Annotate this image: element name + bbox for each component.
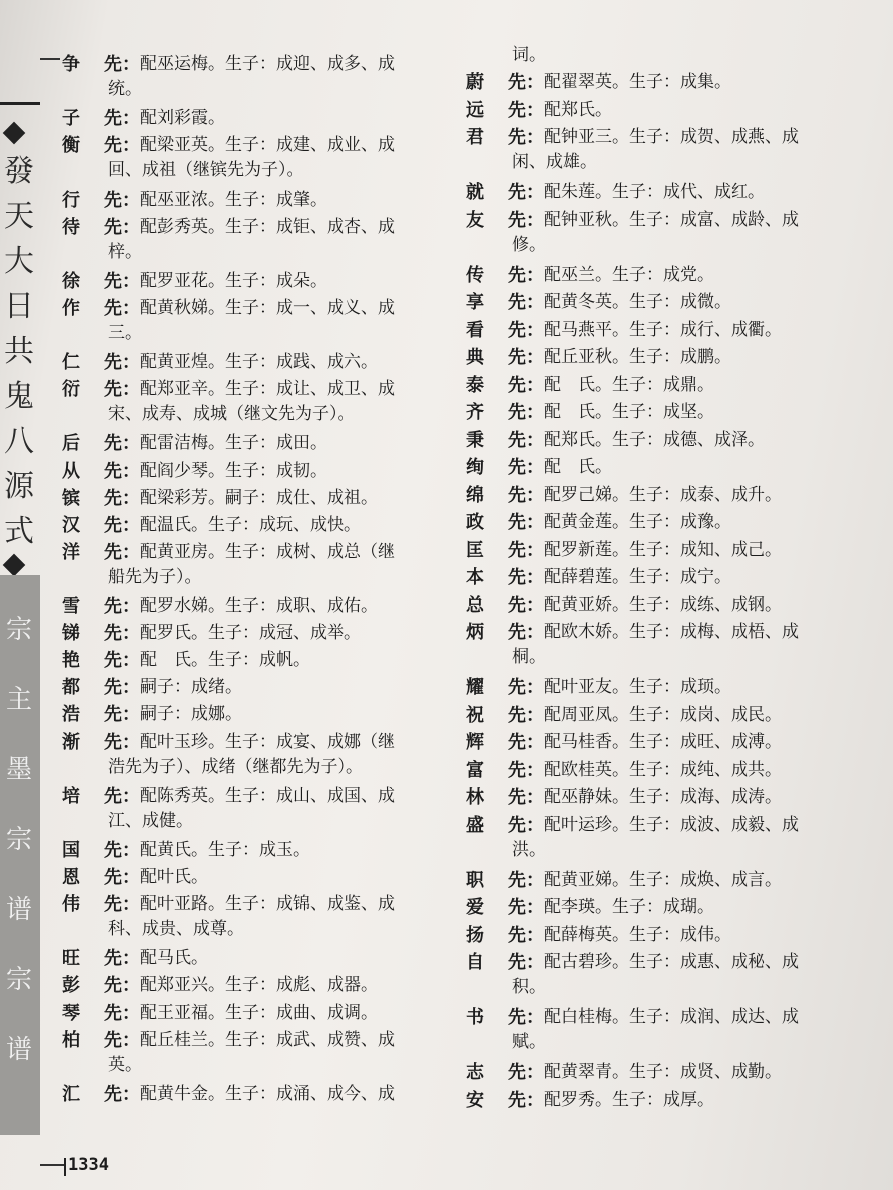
entry-text: 配郑亚辛。生子：成让、成卫、成 (140, 379, 395, 400)
edge-banner-char: 鬼 (4, 379, 34, 414)
entry-text: 配叶亚友。生子：成顼。 (544, 677, 731, 697)
edge-gray-band (0, 575, 40, 1135)
entry-continuation: 闲、成雄。 (512, 152, 597, 172)
edge-gray-char: 宗 (5, 615, 32, 645)
entry-continuation: 三。 (108, 322, 142, 343)
page-number: 1334 (68, 1155, 109, 1175)
entry-generation-char: 先： (508, 924, 544, 946)
entry-text: 配彭秀英。生子：成钜、成杏、成 (140, 216, 395, 237)
entry-generation-char: 先： (508, 759, 544, 781)
entry-name: 艳 (62, 650, 80, 672)
entry-generation-char: 先： (104, 433, 140, 455)
entry-text: 配郑氏。生子：成德、成泽。 (544, 429, 765, 450)
entry-generation-char: 先： (508, 402, 544, 423)
entry-text: 配 氏。 (544, 457, 612, 477)
entry-text: 配叶玉珍。生子：成宴、成娜（继 (140, 731, 395, 752)
entry-name: 耀 (466, 677, 484, 698)
entry-generation-char: 先： (508, 457, 544, 478)
entry-name: 从 (62, 460, 80, 482)
entry-text: 配丘亚秋。生子：成鹏。 (544, 347, 731, 367)
entry-text: 配李瑛。生子：成瑚。 (544, 897, 714, 917)
entry-generation-char: 先： (508, 732, 544, 753)
entry-name: 绚 (466, 457, 484, 478)
entry-continuation: 修。 (512, 234, 546, 255)
entry-text: 配丘桂兰。生子：成武、成赞、成 (140, 1029, 395, 1050)
entry-name: 恩 (62, 867, 80, 888)
entry-generation-char: 先： (104, 297, 140, 319)
entry-name: 绵 (466, 484, 484, 506)
entry-text: 配马桂香。生子：成旺、成溥。 (544, 732, 782, 752)
entry-continuation: 浩先为子）、成绪（继都先为子）。 (108, 756, 363, 777)
entry-generation-char: 先： (508, 127, 544, 148)
entry-name: 爱 (466, 897, 484, 918)
entry-name: 后 (62, 433, 80, 455)
entry-name: 本 (466, 567, 484, 588)
entry-name: 志 (466, 1062, 484, 1083)
entry-continuation: 梓。 (108, 241, 142, 262)
entry-text: 配黄亚煌。生子：成践、成六。 (140, 352, 378, 373)
entry-generation-char: 先： (104, 108, 140, 130)
entry-generation-char: 先： (508, 622, 544, 643)
entry-name: 待 (62, 216, 80, 238)
entry-text: 配阎少琴。生子：成韧。 (140, 460, 327, 481)
entry-text: 配黄亚娇。生子：成练、成钢。 (544, 594, 782, 615)
entry-name: 雪 (62, 596, 80, 617)
entry-name: 衍 (62, 379, 80, 401)
entry-name: 都 (62, 677, 80, 699)
edge-diamond-ornament (3, 554, 26, 577)
footer-rule (40, 1164, 65, 1166)
entry-continuation: 洪。 (512, 839, 546, 860)
entry-text: 配黄亚娣。生子：成焕、成言。 (544, 869, 782, 890)
entry-text: 配陈秀英。生子：成山、成国、成 (140, 785, 395, 806)
entry-generation-char: 先： (508, 704, 544, 726)
carryover-line: 词。 (512, 45, 546, 65)
entry-generation-char: 先： (104, 1029, 140, 1051)
entry-text: 配郑氏。 (544, 99, 612, 120)
entry-text: 配黄氏。生子：成玉。 (140, 839, 310, 860)
entry-name: 汇 (62, 1083, 80, 1105)
entry-name: 富 (466, 759, 484, 781)
edge-gray-char: 宗 (5, 965, 32, 995)
entry-generation-char: 先： (508, 209, 544, 231)
entry-text: 嗣子：成娜。 (140, 704, 242, 725)
edge-title-banner (0, 102, 40, 578)
entry-generation-char: 先： (104, 216, 140, 238)
entry-name: 远 (466, 99, 484, 121)
entry-generation-char: 先： (508, 264, 544, 286)
entry-generation-char: 先： (104, 487, 140, 509)
entry-name: 国 (62, 839, 80, 861)
entry-text: 配马氏。 (140, 948, 208, 969)
entry-text: 配巫运梅。生子：成迎、成多、成 (140, 54, 395, 74)
entry-generation-char: 先： (508, 374, 544, 396)
page-number-bar (64, 1158, 66, 1176)
edge-gray-char: 墨 (5, 755, 32, 785)
entry-generation-char: 先： (104, 135, 140, 157)
entry-name: 旺 (62, 948, 80, 970)
entry-text: 配周亚凤。生子：成岗、成民。 (544, 704, 782, 725)
entry-text: 配 氏。生子：成鼎。 (544, 374, 714, 395)
entry-generation-char: 先： (104, 379, 140, 401)
entry-name: 秉 (466, 429, 484, 451)
entry-generation-char: 先： (104, 189, 140, 211)
entry-text: 配古碧珍。生子：成惠、成秘、成 (544, 952, 799, 972)
entry-generation-char: 先： (104, 975, 140, 997)
edge-banner-char: 日 (4, 289, 34, 324)
entry-name: 总 (466, 594, 484, 616)
entry-name: 就 (466, 182, 484, 203)
top-rule (40, 58, 60, 60)
entry-name: 享 (466, 292, 484, 313)
entry-generation-char: 先： (508, 869, 544, 891)
entry-name: 辉 (466, 732, 484, 753)
entry-generation-char: 先： (104, 270, 140, 292)
entry-text: 配黄冬英。生子：成微。 (544, 292, 731, 312)
entry-text: 配翟翠英。生子：成集。 (544, 72, 731, 92)
entry-text: 配巫静妹。生子：成海、成涛。 (544, 787, 782, 807)
entry-continuation: 英。 (108, 1054, 142, 1075)
entry-name: 汉 (62, 514, 80, 536)
edge-banner-char: 共 (4, 334, 34, 369)
entry-text: 配巫兰。生子：成党。 (544, 264, 714, 285)
entry-name: 渐 (62, 731, 80, 753)
entry-generation-char: 先： (508, 1089, 544, 1111)
entry-text: 配黄翠青。生子：成贤、成勤。 (544, 1062, 782, 1082)
entry-continuation: 宋、成寿、成城（继文先为子）。 (108, 404, 355, 425)
entry-generation-char: 先： (508, 1007, 544, 1028)
entry-text: 配白桂梅。生子：成润、成达、成 (544, 1007, 799, 1027)
entry-text: 配罗氏。生子：成冠、成举。 (140, 623, 361, 644)
entry-generation-char: 先： (104, 704, 140, 726)
entry-generation-char: 先： (508, 292, 544, 313)
entry-generation-char: 先： (508, 787, 544, 808)
entry-text: 配叶氏。 (140, 867, 208, 887)
entry-generation-char: 先： (508, 952, 544, 973)
entry-name: 蔚 (466, 72, 484, 93)
edge-banner-char: 式 (4, 514, 34, 549)
entry-continuation: 统。 (108, 79, 142, 99)
entry-name: 友 (466, 209, 484, 231)
entry-name: 仁 (62, 352, 80, 374)
entry-text: 配梁彩芳。嗣子：成仕、成祖。 (140, 487, 378, 508)
entry-name: 政 (466, 512, 484, 533)
entry-name: 自 (466, 952, 484, 973)
entry-text: 配郑亚兴。生子：成彪、成器。 (140, 975, 378, 996)
entry-name: 扬 (466, 924, 484, 946)
edge-diamond-ornament (3, 122, 26, 145)
entry-text: 配罗新莲。生子：成知、成己。 (544, 539, 782, 560)
entry-text: 配 氏。生子：成帆。 (140, 650, 310, 671)
entry-text: 配薛梅英。生子：成伟。 (544, 924, 731, 945)
entry-generation-char: 先： (508, 567, 544, 588)
entry-text: 配叶亚路。生子：成锦、成鉴、成 (140, 894, 395, 915)
entry-text: 配刘彩霞。 (140, 108, 225, 129)
entry-generation-char: 先： (508, 99, 544, 121)
entry-generation-char: 先： (508, 594, 544, 616)
edge-banner-char: 發 (4, 154, 34, 189)
adjacent-page-edge (0, 40, 44, 1150)
entry-name: 子 (62, 108, 80, 130)
entry-text: 配罗秀。生子：成厚。 (544, 1089, 714, 1110)
entry-continuation: 科、成贵、成尊。 (108, 919, 244, 940)
entry-name: 行 (62, 189, 80, 211)
entry-generation-char: 先： (104, 460, 140, 482)
edge-banner-char: 源 (4, 469, 34, 504)
entry-name: 安 (466, 1089, 484, 1111)
entry-generation-char: 先： (508, 1062, 544, 1083)
entry-name: 彭 (62, 975, 80, 997)
entry-generation-char: 先： (104, 867, 140, 888)
entry-name: 传 (466, 264, 484, 286)
entry-name: 书 (466, 1007, 484, 1028)
entry-name: 匡 (466, 539, 484, 561)
entry-text: 配梁亚英。生子：成建、成业、成 (140, 135, 395, 156)
entry-generation-char: 先： (104, 1083, 140, 1105)
entry-text: 配雷洁梅。生子：成田。 (140, 433, 327, 454)
entry-continuation: 桐。 (512, 647, 546, 667)
entry-name: 徐 (62, 270, 80, 292)
entry-text: 配欧木娇。生子：成梅、成梧、成 (544, 622, 799, 642)
entry-text: 配黄秋娣。生子：成一、成义、成 (140, 297, 395, 318)
entry-generation-char: 先： (104, 785, 140, 807)
entry-text: 配罗水娣。生子：成职、成佑。 (140, 596, 378, 616)
entry-name: 伟 (62, 894, 80, 916)
entry-generation-char: 先： (508, 72, 544, 93)
entry-generation-char: 先： (104, 650, 140, 672)
entry-generation-char: 先： (104, 839, 140, 861)
entry-generation-char: 先： (104, 514, 140, 536)
entry-generation-char: 先： (508, 182, 544, 203)
entry-text: 嗣子：成绪。 (140, 677, 242, 698)
edge-gray-char: 宗 (5, 825, 32, 855)
entry-continuation: 积。 (512, 977, 546, 997)
entry-generation-char: 先： (508, 512, 544, 533)
entry-text: 配罗亚花。生子：成朵。 (140, 270, 327, 291)
entry-text: 配温氏。生子：成玩、成快。 (140, 514, 361, 535)
entry-name: 炳 (466, 622, 484, 643)
entry-name: 君 (466, 127, 484, 148)
entry-generation-char: 先： (508, 429, 544, 451)
entry-name: 职 (466, 869, 484, 891)
entry-name: 柏 (62, 1029, 80, 1051)
entry-name: 祝 (466, 704, 484, 726)
entry-generation-char: 先： (508, 319, 544, 341)
edge-banner-char: 大 (4, 244, 34, 279)
entry-continuation: 赋。 (512, 1032, 546, 1052)
entry-name: 衡 (62, 135, 80, 157)
entry-name: 齐 (466, 402, 484, 423)
entry-name: 洋 (62, 541, 80, 563)
edge-gray-char: 主 (5, 685, 32, 715)
edge-gray-char: 谱 (5, 895, 32, 925)
entry-text: 配黄金莲。生子：成豫。 (544, 512, 731, 532)
entry-text: 配朱莲。生子：成代、成红。 (544, 182, 765, 202)
entry-generation-char: 先： (104, 731, 140, 753)
edge-banner-char: 天 (4, 199, 34, 234)
entry-text: 配 氏。生子：成坚。 (544, 402, 714, 422)
entry-name: 争 (62, 54, 80, 75)
entry-generation-char: 先： (508, 897, 544, 918)
entry-name: 琴 (62, 1002, 80, 1024)
entry-name: 浩 (62, 704, 80, 726)
entry-generation-char: 先： (104, 623, 140, 645)
entry-generation-char: 先： (508, 677, 544, 698)
entry-name: 典 (466, 347, 484, 368)
entry-generation-char: 先： (104, 677, 140, 699)
entry-text: 配黄牛金。生子：成涌、成今、成 (140, 1083, 395, 1104)
entry-generation-char: 先： (104, 948, 140, 970)
entry-text: 配钟亚秋。生子：成富、成龄、成 (544, 209, 799, 230)
entry-name: 镔 (62, 487, 80, 509)
entry-generation-char: 先： (508, 484, 544, 506)
entry-continuation: 江、成健。 (108, 810, 193, 831)
entry-text: 配钟亚三。生子：成贺、成燕、成 (544, 127, 799, 147)
entry-name: 作 (62, 297, 80, 319)
entry-generation-char: 先： (104, 541, 140, 563)
entry-text: 配罗己娣。生子：成泰、成升。 (544, 484, 782, 505)
entry-generation-char: 先： (508, 814, 544, 836)
edge-gray-char: 谱 (5, 1035, 32, 1065)
entry-name: 泰 (466, 374, 484, 396)
entry-text: 配王亚福。生子：成曲、成调。 (140, 1002, 378, 1023)
entry-name: 锑 (62, 623, 80, 645)
entry-continuation: 船先为子）。 (108, 566, 202, 587)
entry-continuation: 回、成祖（继镔先为子）。 (108, 160, 304, 181)
entry-text: 配巫亚浓。生子：成肇。 (140, 189, 327, 210)
entry-name: 林 (466, 787, 484, 808)
entry-generation-char: 先： (104, 894, 140, 916)
entry-text: 配马燕平。生子：成行、成衢。 (544, 319, 782, 340)
entry-name: 看 (466, 319, 484, 341)
entry-generation-char: 先： (508, 347, 544, 368)
entry-name: 盛 (466, 814, 484, 836)
entry-generation-char: 先： (104, 352, 140, 374)
entry-generation-char: 先： (104, 1002, 140, 1024)
entry-text: 配薛碧莲。生子：成宁。 (544, 567, 731, 587)
entry-text: 配欧桂英。生子：成纯、成共。 (544, 759, 782, 780)
entry-generation-char: 先： (104, 596, 140, 617)
entry-generation-char: 先： (104, 54, 140, 75)
entry-name: 培 (62, 785, 80, 807)
edge-banner-char: 八 (4, 424, 34, 459)
entry-generation-char: 先： (508, 539, 544, 561)
entry-text: 配黄亚房。生子：成树、成总（继 (140, 541, 395, 562)
entry-text: 配叶运珍。生子：成波、成毅、成 (544, 814, 799, 835)
